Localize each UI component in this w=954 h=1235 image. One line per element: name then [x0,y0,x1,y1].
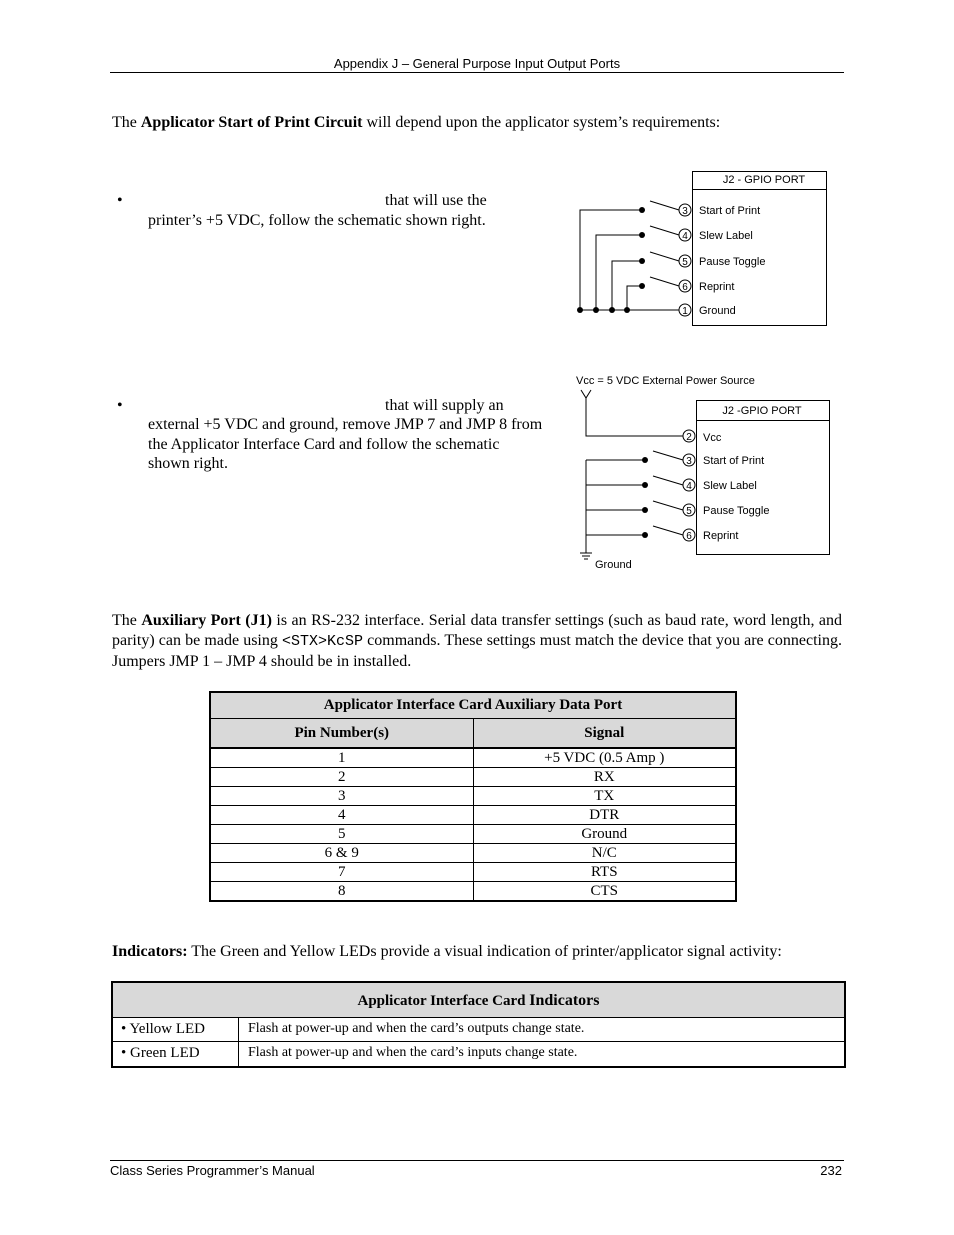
bullet2-rest: external +5 VDC and ground, remove JMP 7 and JMP 8 from the Applicator Interface Card and follow the schematic shown right. [148,416,543,472]
bullet-symbol: • [117,192,123,209]
bullet1-line1: that will use the [385,192,487,209]
intro-bold: Applicator Start of Print Circuit [140,114,363,131]
column-header: Pin Number(s) [211,718,473,748]
indicators-table [111,981,846,1068]
intro-paragraph [112,113,844,133]
table-row [211,748,735,768]
pin-label: Pause Toggle [699,256,766,268]
table-cell: 6 & 9 [211,843,473,862]
aux-data-port-grid [211,693,735,900]
table-cell: 7 [211,862,473,881]
pin-number: 4 [686,481,692,492]
pin-number: 3 [682,206,688,217]
table-title [113,983,844,1018]
intro-prefix: The [112,114,141,131]
indicators-bold: Indicators: [112,943,188,960]
table-cell: 1 [211,748,473,768]
junction-dot [609,307,615,313]
table-row [211,824,735,843]
junction-dot [624,307,630,313]
aux-paragraph [112,611,842,672]
table-title-part: Indicators [529,992,600,1009]
table-cell: N/C [473,843,735,862]
pin-number: 6 [686,531,692,542]
table-cell: DTR [473,805,735,824]
table-cell: RTS [473,862,735,881]
bullet1-rest: printer’s +5 VDC, follow the schematic shown right. [148,212,486,229]
table-row [211,843,735,862]
wire [627,286,642,310]
switch-arm [650,201,679,210]
table-cell: CTS [473,881,735,900]
gpio-schematic-1 [560,165,840,335]
switch-arm [653,526,683,535]
pin-label: Reprint [699,281,735,293]
aux-suffix: commands. These settings must match the device that you are connecting. Jumpers JMP 1 – JMP 4 should be in installed. [112,632,842,670]
ground-icon [580,553,592,559]
aux-bold: Auxiliary Port (J1) [141,612,272,629]
aux-code: <STX>KcSP [282,633,364,650]
indicators-paragraph [112,942,844,962]
port-box [693,172,827,326]
junction-dot [593,307,599,313]
table-cell: Ground [473,824,735,843]
junction-dot [577,307,583,313]
table-cell: +5 VDC (0.5 Amp ) [473,748,735,768]
pin-label: Vcc [703,432,722,444]
pin-number: 2 [686,432,692,443]
table-cell: 5 [211,824,473,843]
pin-label: Start of Print [703,455,765,467]
switch-arm [653,451,683,460]
aux-prefix: The [112,612,142,629]
table-cell: RX [473,767,735,786]
pin-label: Reprint [703,530,739,542]
pin-number: 6 [682,282,688,293]
switch-arm [650,226,679,235]
vcc-wire [586,398,683,436]
switch-arm [653,476,683,485]
table-row [211,862,735,881]
gpio-schematic-2 [560,370,840,575]
cell-divider [238,1042,239,1066]
column-header: Signal [473,718,735,748]
table-row [211,881,735,900]
intro-suffix: will depend upon the applicator system’s requirements: [362,114,721,131]
footer-rule [110,1160,844,1161]
port-title: J2 -GPIO PORT [722,405,802,417]
led-description: Flash at power-up and when the card’s outputs change state. [248,1021,585,1036]
vcc-source-label: Vcc = 5 VDC External Power Source [576,375,755,387]
table-row [113,1042,844,1066]
table-cell: 3 [211,786,473,805]
table-row [113,1018,844,1042]
indicators-text: The Green and Yellow LEDs provide a visual indication of printer/applicator signal activity: [187,943,782,960]
table-row [211,767,735,786]
pin-number: 5 [682,257,688,268]
cell-divider [238,1018,239,1041]
running-header: Appendix J – General Purpose Input Output Ports [333,56,621,71]
table-title: Applicator Interface Card Auxiliary Data Port [211,693,735,718]
pin-label: Start of Print [699,205,761,217]
pin-number: 4 [682,231,688,242]
led-label: Yellow LED [129,1021,206,1037]
table-cell: 8 [211,881,473,900]
table-row [211,805,735,824]
table-row [211,786,735,805]
switch-arm [653,501,683,510]
aux-data-port-table [209,691,737,902]
led-label-cell: • Yellow LED [121,1021,206,1037]
pin-label: Slew Label [699,230,753,242]
antenna-symbol [581,390,591,398]
wire [596,235,642,310]
page-number: 232 [820,1163,842,1178]
pin-number: 5 [686,506,692,517]
port-title: J2 - GPIO PORT [722,174,806,186]
led-description: Flash at power-up and when the card’s inputs change state. [248,1045,578,1060]
led-label-cell: • Green LED [121,1045,200,1061]
table-cell: TX [473,786,735,805]
switch-arm [650,277,679,286]
pin-number: 3 [686,456,692,467]
bullet2-line1: that will supply an [385,397,504,414]
pin-number: 1 [682,306,688,317]
table-title-part: Applicator Interface Card [357,993,530,1009]
pin-label: Pause Toggle [703,505,770,517]
header-rule [110,72,844,73]
switch-arm [650,252,679,261]
pin-label: Ground [699,305,736,317]
ground-label: Ground [595,559,632,571]
led-label: Green LED [130,1045,200,1061]
aux-mid: is an RS-232 interface. Serial data transfer settings (such as baud rate, word length, and parity) can be made using [112,612,843,649]
pin-label: Slew Label [703,480,757,492]
table-cell: 2 [211,767,473,786]
footer-title: Class Series Programmer’s Manual [110,1163,315,1178]
bullet-symbol: • [117,397,123,414]
table-cell: 4 [211,805,473,824]
wire [580,210,642,310]
